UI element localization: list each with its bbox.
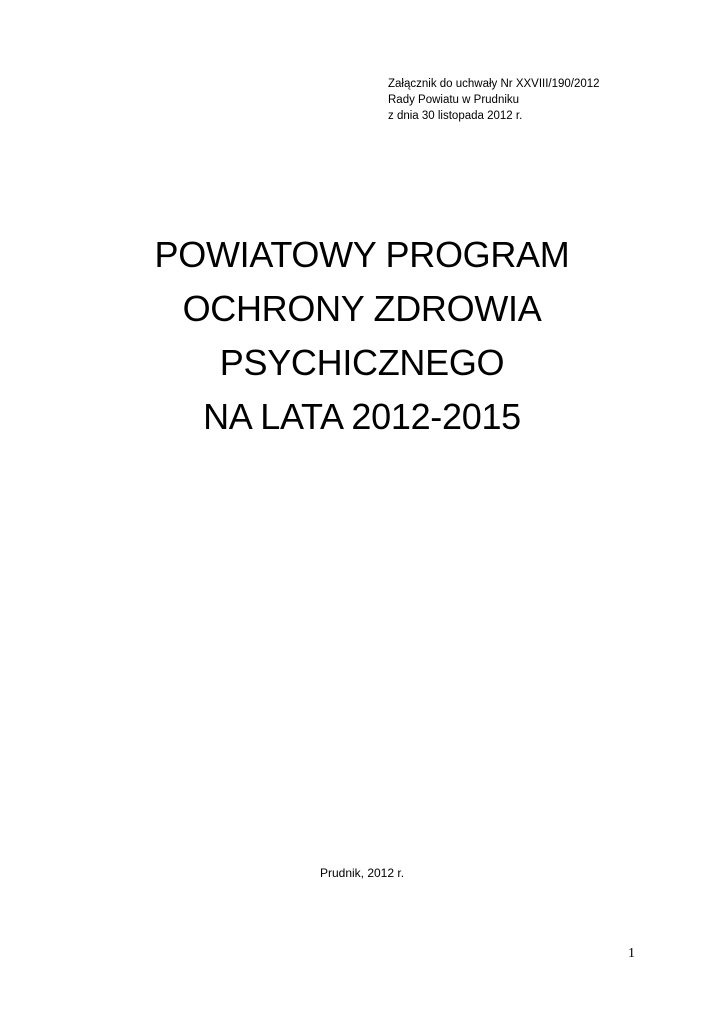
title-line-4: NA LATA 2012-2015: [203, 396, 521, 437]
title-line-3: PSYCHICZNEGO: [219, 342, 505, 383]
page-number: 1: [628, 946, 635, 961]
place-and-year: Prudnik, 2012 r.: [319, 866, 405, 880]
title-line-2: OCHRONY ZDROWIA: [182, 288, 542, 329]
annotation-line-date: z dnia 30 listopada 2012 r.: [388, 110, 523, 122]
resolution-annotation: [388, 76, 600, 124]
title-line-1: POWIATOWY PROGRAM: [154, 234, 570, 275]
annotation-line-resolution: Załącznik do uchwały Nr XXVIII/190/2012: [388, 78, 600, 90]
annotation-line-council: Rady Powiatu w Prudniku: [388, 94, 520, 106]
document-title: [0, 228, 724, 444]
